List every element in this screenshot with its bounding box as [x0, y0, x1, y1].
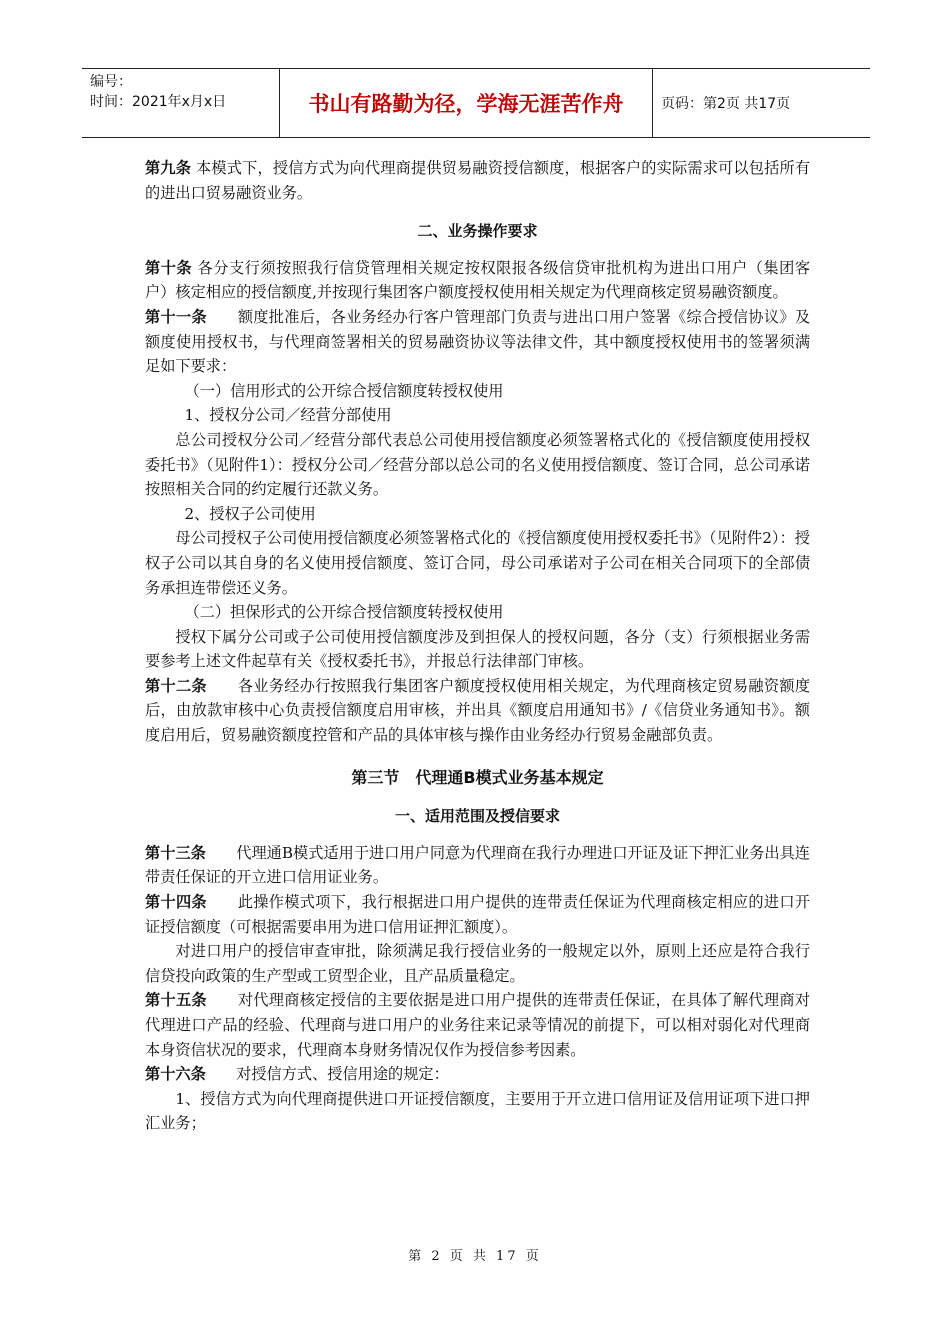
item-1-1: 1、授权分公司／经营分部使用 [184, 406, 392, 425]
article-text: 各分支行须按照我行信贷管理相关规定按权限报各级信贷审批机构为进出口用户（集团客户）核定相应的授信额度,并按现行集团客户额度授权使用相关规定为代理商核定贸易融资额度。 [145, 258, 811, 302]
article-15 [145, 988, 810, 1062]
article-title: 第九条 [145, 159, 192, 177]
article-text: 代理通B模式适用于进口用户同意为代理商在我行办理进口开证及证下押汇业务出具连带责任保证的开立进口信用证业务。 [145, 843, 810, 887]
article-title: 第十条 [145, 258, 193, 277]
article-13 [145, 841, 810, 890]
section-heading-ops: 二、业务操作要求 [417, 222, 538, 241]
page-footer: 第 2 页 共 17 页 [408, 1249, 542, 1264]
header-time-label: 时间：2021年x月x日 [90, 94, 227, 110]
article-11 [145, 305, 810, 379]
header-meta [82, 69, 280, 137]
section-heading-3: 第三节 代理通B模式业务基本规定 [351, 767, 604, 787]
header-motto: 书山有路勤为径，学海无涯苦作舟 [280, 69, 653, 137]
item-1-2: 2、授权子公司使用 [184, 504, 316, 523]
article-title: 第十二条 [145, 676, 207, 695]
article-14 [145, 890, 810, 939]
article-title: 第十一条 [145, 307, 207, 326]
article-10 [145, 256, 810, 305]
item-1-2-text: 母公司授权子公司使用授信额度必须签署格式化的《授信额度使用授权委托书》（见附件2）：授权子公司以其自身的名义使用授信额度、签订合同，母公司承诺对子公司在相关合同项下的全部债务承担连带偿还义务。 [145, 529, 810, 597]
subsection-1: （一）信用形式的公开综合授信额度转授权使用 [184, 381, 504, 400]
subsection-2: （二）担保形式的公开综合授信额度转授权使用 [184, 603, 504, 622]
item-1-1-text: 总公司授权分公司／经营分部代表总公司使用授信额度必须签署格式化的《授信额度使用授权委托书》（见附件1）：授权分公司／经营分部以总公司的名义使用授信额度、签订合同，总公司承诺按照相关合同的约定履行还款义务。 [145, 430, 810, 499]
header-number-label: 编号： [90, 74, 132, 90]
article-text: 额度批准后，各业务经办行客户管理部门负责与进出口用户签署《综合授信协议》及额度使用授权书，与代理商签署相关的贸易融资协议等法律文件，其中额度授权使用书的签署须满足如下要求： [145, 307, 811, 376]
article-title: 第十三条 [145, 843, 206, 862]
article-9 [145, 156, 810, 205]
header-page-label: 页码：第2页 共17页 [661, 96, 791, 112]
article-title: 第十四条 [145, 893, 207, 912]
subsection-2-text: 授权下属分公司或子公司使用授信额度涉及到担保人的授权问题，各分（支）行须根据业务需要参考上述文件起草有关《授权委托书》，并报总行法律部门审核。 [145, 627, 810, 671]
document-body [145, 156, 810, 1136]
article-16 [145, 1062, 810, 1087]
article-title: 第十六条 [145, 1065, 206, 1084]
article-text: 此操作模式项下，我行根据进口用户提供的连带责任保证为代理商核定相应的进口开证授信额度（可根据需要串用为进口信用证押汇额度）。 [145, 893, 811, 936]
article-text: 对代理商核定授信的主要依据是进口用户提供的连带责任保证，在具体了解代理商对代理进口产品的经验、代理商与进口用户的业务往来记录等情况的前提下，可以相对弱化对代理商本身资信状况的要求，代理商本身财务情况仅作为授信参考因素。 [145, 991, 811, 1059]
article-text: 各业务经办行按照我行集团客户额度授权使用相关规定，为代理商核定贸易融资额度后，由放款审核中心负责授信额度启用审核，并出具《额度启用通知书》/《信贷业务通知书》。额度启用后，贸易融资额度控管和产品的具体审核与操作由业务经办行贸易金融部负责。 [145, 676, 811, 745]
article-12 [145, 674, 810, 748]
section-heading-scope: 一、适用范围及授信要求 [394, 807, 560, 826]
article-14-para-2: 对进口用户的授信审查审批，除须满足我行授信业务的一般规定以外，原则上还应是符合我行信贷投向政策的生产型或工贸型企业，且产品质量稳定。 [145, 942, 810, 985]
page-header [82, 68, 870, 138]
article-16-item-1: 1、授信方式为向代理商提供进口开证授信额度，主要用于开立进口信用证及信用证项下进口押汇业务； [145, 1089, 810, 1133]
article-title: 第十五条 [145, 991, 207, 1010]
article-text: 对授信方式、授信用途的规定： [205, 1065, 449, 1084]
article-text: 本模式下，授信方式为向代理商提供贸易融资授信额度，根据客户的实际需求可以包括所有的进出口贸易融资业务。 [145, 159, 811, 202]
